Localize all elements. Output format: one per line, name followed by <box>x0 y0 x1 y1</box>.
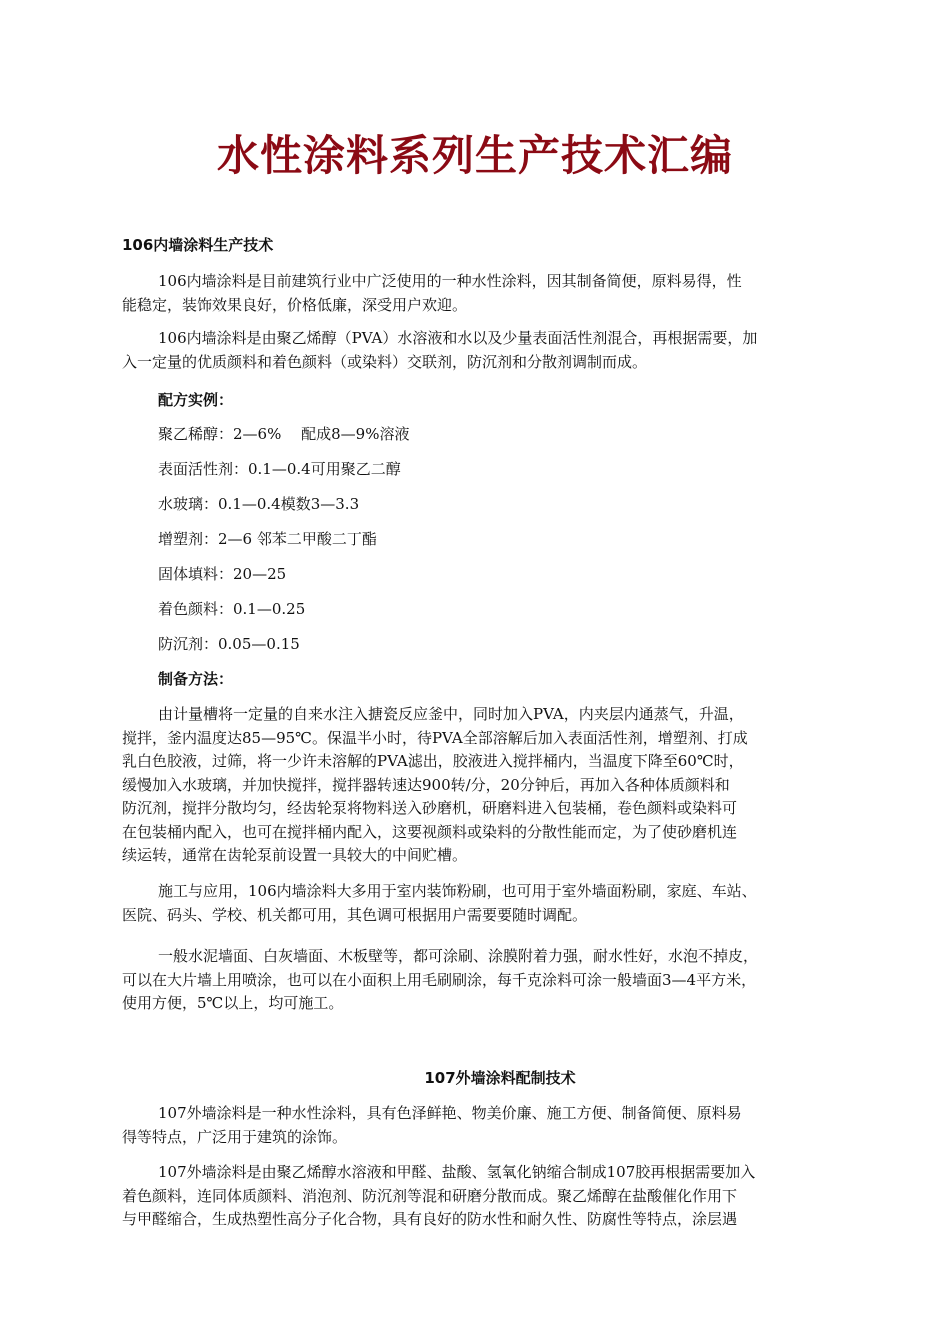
paragraph-line: 续运转，通常在齿轮泵前设置一具较大的中间贮槽。 <box>122 846 468 864</box>
paragraph-line: 施工与应用，106内墙涂料大多用于室内装饰粉刷，也可用于室外墙面粉刷，家庭、车站、 <box>158 882 757 900</box>
section-106-intro-paragraph-1 <box>122 270 882 317</box>
paragraph-line: 使用方便，5℃以上，均可施工。 <box>122 994 344 1012</box>
formula-item-pigment: 着色颜料：0.1—0.25 <box>158 600 306 618</box>
formula-label: 配方实例： <box>158 391 234 409</box>
section-106-intro-paragraph-2 <box>122 327 882 374</box>
paragraph-line: 与甲醛缩合，生成热塑性高分子化合物，具有良好的防水性和耐久性、防腐性等特点，涂层遇 <box>122 1210 738 1228</box>
paragraph-line: 乳白色胶液，过筛，将一少许未溶解的PVA滤出，胶液进入搅拌桶内，当温度下降至60℃时， <box>122 752 744 770</box>
method-paragraph <box>122 703 882 868</box>
method-label: 制备方法： <box>158 670 234 688</box>
formula-item-pva: 聚乙稀醇：2—6% 配成8—9%溶液 <box>158 425 410 443</box>
formula-item-surfactant: 表面活性剂：0.1—0.4可用聚乙二醇 <box>158 460 401 478</box>
formula-item-anti-settling: 防沉剂：0.05—0.15 <box>158 635 300 653</box>
formula-item-water-glass: 水玻璃：0.1—0.4模数3—3.3 <box>158 495 360 513</box>
surface-paragraph <box>122 945 882 1016</box>
paragraph-line: 107外墙涂料是一种水性涂料，具有色泽鲜艳、物美价廉、施工方便、制备简便、原料易 <box>158 1104 742 1122</box>
section-106-heading: 106内墙涂料生产技术 <box>122 236 274 254</box>
paragraph-line: 入一定量的优质颜料和着色颜料（或染料）交联剂，防沉剂和分散剂调制而成。 <box>122 352 648 371</box>
paragraph-line: 能稳定，装饰效果良好，价格低廉，深受用户欢迎。 <box>122 295 468 314</box>
section-107-intro-paragraph-2 <box>122 1161 882 1232</box>
document-title: 水性涂料系列生产技术汇编 <box>216 131 733 180</box>
application-paragraph <box>122 880 882 927</box>
paragraph-line: 医院、码头、学校、机关都可用，其色调可根据用户需要要随时调配。 <box>122 905 588 924</box>
paragraph-line: 着色颜料，连同体质颜料、消泡剂、防沉剂等混和研磨分散而成。聚乙烯醇在盐酸催化作用下 <box>122 1186 738 1205</box>
paragraph-line: 由计量槽将一定量的自来水注入搪瓷反应釜中，同时加入PVA，内夹层内通蒸气，升温， <box>158 705 744 723</box>
paragraph-line: 可以在大片墙上用喷涂，也可以在小面积上用毛刷刷涂，每千克涂料可涂一般墙面3—4平方米， <box>122 970 757 989</box>
formula-item-filler: 固体填料：20—25 <box>158 565 287 583</box>
paragraph-line: 一般水泥墙面、白灰墙面、木板壁等，都可涂刷、涂膜附着力强，耐水性好，水泡不掉皮， <box>158 947 759 965</box>
paragraph-line: 缓慢加入水玻璃，并加快搅拌，搅拌器转速达900转/分，20分钟后，再加入各种体质颜料和 <box>122 775 730 794</box>
paragraph-line: 106内墙涂料是目前建筑行业中广泛使用的一种水性涂料，因其制备简便，原料易得，性 <box>158 272 742 290</box>
section-107-intro-paragraph-1 <box>122 1102 882 1149</box>
paragraph-line: 在包装桶内配入，也可在搅拌桶内配入，这要视颜料或染料的分散性能而定，为了使砂磨机连 <box>122 822 738 841</box>
paragraph-line: 106内墙涂料是由聚乙烯醇（PVA）水溶液和水以及少量表面活性剂混合，再根据需要，加 <box>158 329 758 347</box>
paragraph-line: 107外墙涂料是由聚乙烯醇水溶液和甲醛、盐酸、氢氧化钠缩合制成107胶再根据需要加入 <box>158 1163 756 1181</box>
paragraph-line: 搅拌，釜内温度达85—95℃。保温半小时，待PVA全部溶解后加入表面活性剂，增塑剂、打成 <box>122 728 748 747</box>
paragraph-line: 得等特点，广泛用于建筑的涂饰。 <box>122 1127 348 1146</box>
formula-item-plasticizer: 增塑剂：2—6 邻苯二甲酸二丁酯 <box>158 530 377 548</box>
paragraph-line: 防沉剂，搅拌分散均匀，经齿轮泵将物料送入砂磨机，研磨料进入包装桶，卷色颜料或染料可 <box>122 799 738 817</box>
section-107-heading: 107外墙涂料配制技术 <box>424 1069 576 1087</box>
